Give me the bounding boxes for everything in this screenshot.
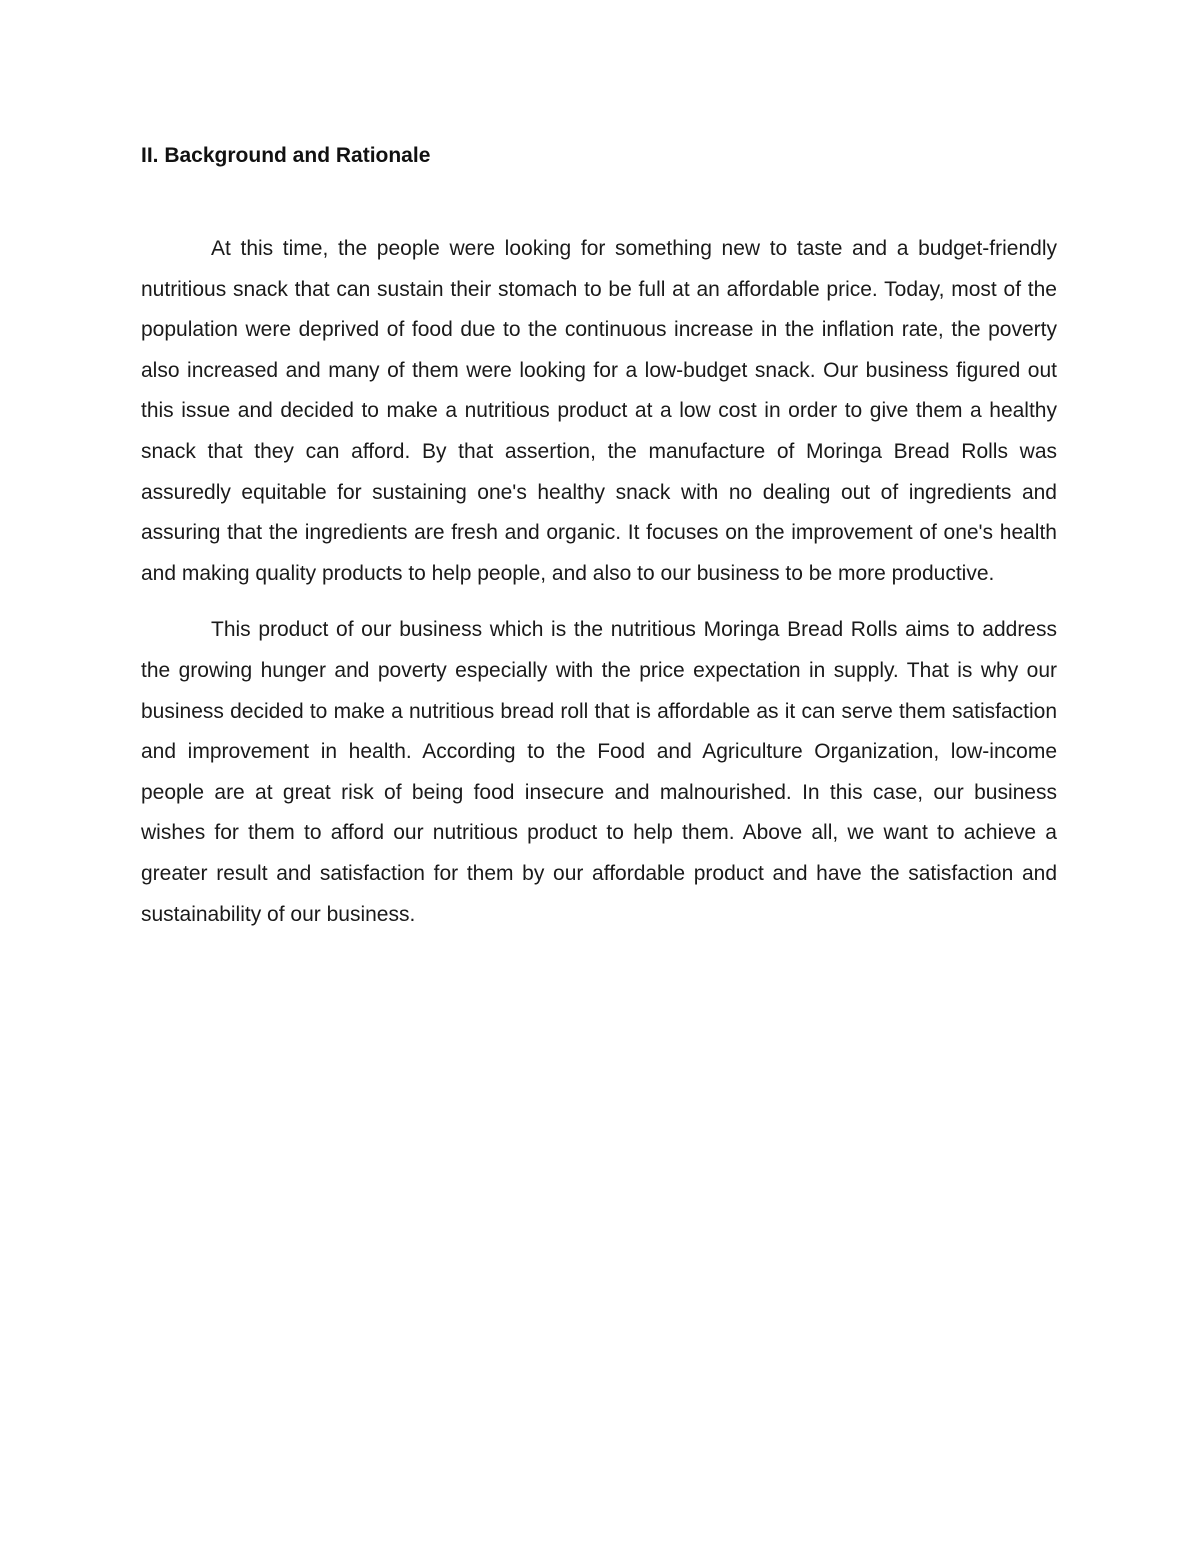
paragraph-background: At this time, the people were looking for something new to taste and a budget-friendly nutritious snack that can sustain their stomach to be full at an affordable price. Today, most of the population were deprived of food due to the continuous increase in the inflation rate, the poverty also increased and many of them were looking for a low-budget snack. Our business figured out this issue and decided to make a nutritious product at a low cost in order to give them a healthy snack that they can afford. By that assertion, the manufacture of Moringa Bread Rolls was assuredly equitable for sustaining one's healthy snack with no dealing out of ingredients and assuring that the ingredients are fresh and organic. It focuses on the improvement of one's health and making quality products to help people, and also to our business to be more productive.	[141, 237, 1057, 585]
section-heading: II. Background and Rationale	[141, 144, 431, 167]
document-body	[141, 141, 1057, 935]
paragraph-rationale: This product of our business which is the nutritious Moringa Bread Rolls aims to address the growing hunger and poverty especially with the price expectation in supply. That is why our business decided to make a nutritious bread roll that is affordable as it can serve them satisfaction and improvement in health. According to the Food and Agriculture Organization, low-income people are at great risk of being food insecure and malnourished. In this case, our business wishes for them to afford our nutritious product to help them. Above all, we want to achieve a greater result and satisfaction for them by our affordable product and have the satisfaction and sustainability of our business.	[141, 618, 1057, 926]
